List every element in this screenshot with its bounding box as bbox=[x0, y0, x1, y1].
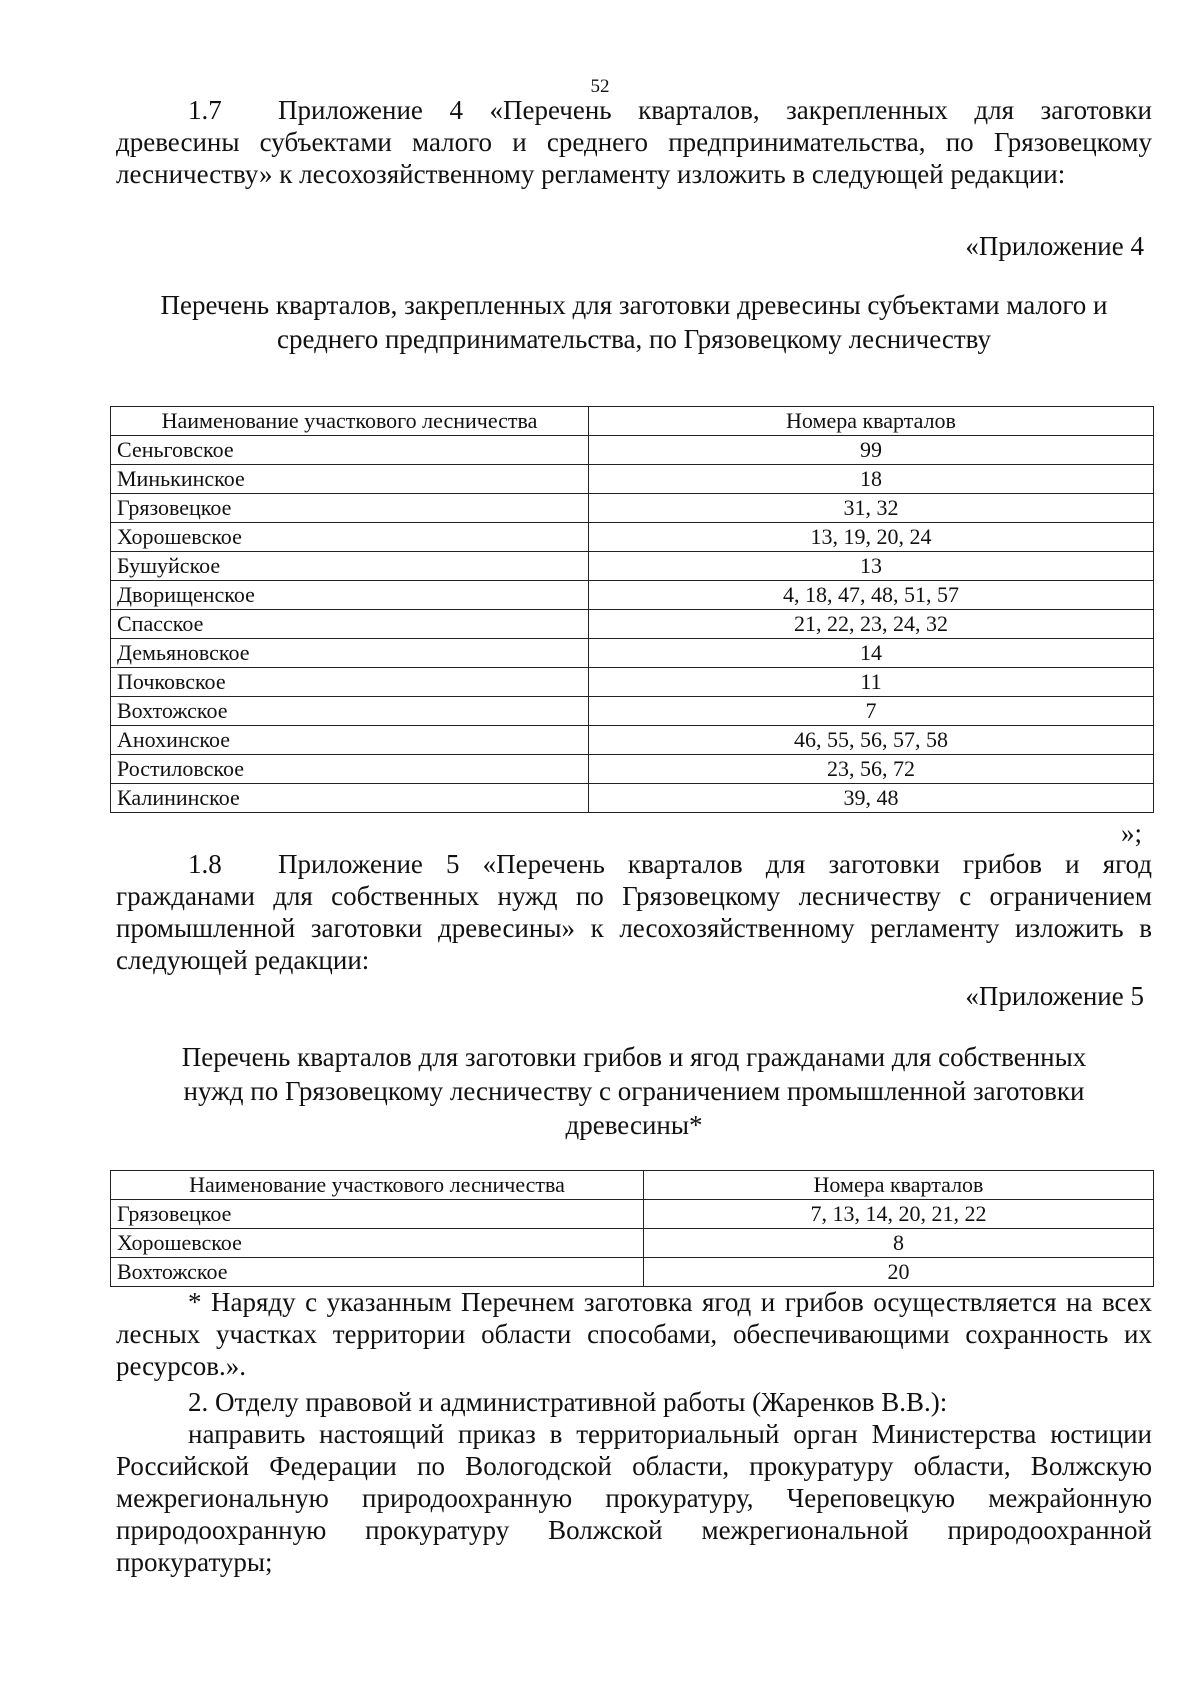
table-row bbox=[111, 494, 1154, 523]
appendix-5-title-line-1: Перечень кварталов для заготовки грибов и ягод гражданами для собственных bbox=[181, 1042, 1087, 1072]
table-row bbox=[111, 552, 1154, 581]
forestry-name-cell: Вохтожское bbox=[111, 697, 589, 726]
quarter-numbers-cell: 7 bbox=[589, 697, 1154, 726]
paragraph-1-7-text: Приложение 4 «Перечень кварталов, закрепленных для заготовки древесины субъектами малого и среднего предпринимательства, по Грязовецкому лесничеству» к лесохозяйственному регламенту изложить в следующей редакции: bbox=[116, 95, 1152, 189]
forestry-name-cell: Сеньговское bbox=[111, 436, 589, 465]
footnote bbox=[116, 1286, 1152, 1382]
table-row bbox=[111, 1229, 1154, 1258]
table-header-row bbox=[111, 407, 1154, 436]
table-row bbox=[111, 755, 1154, 784]
page-number: 52 bbox=[590, 76, 610, 97]
appendix-5-table bbox=[110, 1170, 1154, 1287]
forestry-name-cell: Грязовецкое bbox=[111, 1200, 644, 1229]
quarter-numbers-cell: 99 bbox=[589, 436, 1154, 465]
appendix-5-title-line-3: древесины* bbox=[565, 1110, 703, 1140]
quarter-numbers-cell: 8 bbox=[644, 1229, 1154, 1258]
forestry-name-cell: Демьяновское bbox=[111, 639, 589, 668]
paragraph-1-8 bbox=[116, 848, 1152, 976]
forestry-name-cell: Минькинское bbox=[111, 465, 589, 494]
paragraph-1-7-number: 1.7 bbox=[188, 95, 222, 125]
table-header-row bbox=[111, 1171, 1154, 1200]
table-row bbox=[111, 610, 1154, 639]
paragraph-1-7 bbox=[116, 94, 1152, 190]
quarter-numbers-cell: 4, 18, 47, 48, 51, 57 bbox=[589, 581, 1154, 610]
table-row bbox=[111, 668, 1154, 697]
quarter-numbers-cell: 7, 13, 14, 20, 21, 22 bbox=[644, 1200, 1154, 1229]
appendix-5-title-line-2: нужд по Грязовецкому лесничеству с ограничением промышленной заготовки bbox=[183, 1076, 1085, 1106]
table-row bbox=[111, 523, 1154, 552]
paragraph-2-sub bbox=[116, 1418, 1152, 1578]
forestry-name-cell: Вохтожское bbox=[111, 1258, 644, 1287]
column-header-forestry: Наименование участкового лесничества bbox=[111, 1171, 644, 1200]
quarter-numbers-cell: 21, 22, 23, 24, 32 bbox=[589, 610, 1154, 639]
table-row bbox=[111, 1258, 1154, 1287]
forestry-name-cell: Анохинское bbox=[111, 726, 589, 755]
paragraph-1-8-text: Приложение 5 «Перечень кварталов для заготовки грибов и ягод гражданами для собственных нужд по Грязовецкому лесничеству с ограничением промышленной заготовки древесины» к лесохозяйственному регламенту изложить в следующей редакции: bbox=[116, 849, 1152, 975]
table-row bbox=[111, 1200, 1154, 1229]
appendix-5-label: «Приложение 5 bbox=[965, 981, 1144, 1011]
table-row bbox=[111, 465, 1154, 494]
forestry-name-cell: Калининское bbox=[111, 784, 589, 813]
footnote-text: * Наряду с указанным Перечнем заготовка ягод и грибов осуществляется на всех лесных участках территории области способами, обеспечивающими сохранность их ресурсов.». bbox=[116, 1287, 1152, 1381]
column-header-forestry: Наименование участкового лесничества bbox=[111, 407, 589, 436]
appendix-4-label: «Приложение 4 bbox=[965, 231, 1144, 261]
quarter-numbers-cell: 11 bbox=[589, 668, 1154, 697]
column-header-quarters: Номера кварталов bbox=[644, 1171, 1154, 1200]
quarter-numbers-cell: 14 bbox=[589, 639, 1154, 668]
forestry-name-cell: Хорошевское bbox=[111, 1229, 644, 1258]
quarter-numbers-cell: 39, 48 bbox=[589, 784, 1154, 813]
appendix-4-title-line-2: среднего предпринимательства, по Грязовецкому лесничеству bbox=[277, 324, 991, 354]
quarter-numbers-cell: 13, 19, 20, 24 bbox=[589, 523, 1154, 552]
paragraph-1-8-number: 1.8 bbox=[188, 849, 222, 879]
table-row bbox=[111, 581, 1154, 610]
quarter-numbers-cell: 23, 56, 72 bbox=[589, 755, 1154, 784]
appendix-4-table bbox=[110, 406, 1154, 813]
table-row bbox=[111, 697, 1154, 726]
appendix-5-title bbox=[116, 1040, 1152, 1142]
quarter-numbers-cell: 46, 55, 56, 57, 58 bbox=[589, 726, 1154, 755]
forestry-name-cell: Дворищенское bbox=[111, 581, 589, 610]
forestry-name-cell: Спасское bbox=[111, 610, 589, 639]
appendix-4-close: »; bbox=[1120, 818, 1142, 848]
forestry-name-cell: Бушуйское bbox=[111, 552, 589, 581]
forestry-name-cell: Почковское bbox=[111, 668, 589, 697]
appendix-4-title-line-1: Перечень кварталов, закрепленных для заготовки древесины субъектами малого и bbox=[160, 290, 1108, 320]
forestry-name-cell: Ростиловское bbox=[111, 755, 589, 784]
column-header-quarters: Номера кварталов bbox=[589, 407, 1154, 436]
quarter-numbers-cell: 20 bbox=[644, 1258, 1154, 1287]
table-row bbox=[111, 784, 1154, 813]
quarter-numbers-cell: 31, 32 bbox=[589, 494, 1154, 523]
paragraph-2-text: 2. Отделу правовой и административной работы (Жаренков В.В.): bbox=[188, 1387, 948, 1417]
table-row bbox=[111, 639, 1154, 668]
table-row bbox=[111, 726, 1154, 755]
quarter-numbers-cell: 13 bbox=[589, 552, 1154, 581]
appendix-4-title bbox=[116, 288, 1152, 356]
table-row bbox=[111, 436, 1154, 465]
quarter-numbers-cell: 18 bbox=[589, 465, 1154, 494]
paragraph-2 bbox=[116, 1386, 1152, 1418]
forestry-name-cell: Грязовецкое bbox=[111, 494, 589, 523]
forestry-name-cell: Хорошевское bbox=[111, 523, 589, 552]
paragraph-2-sub-text: направить настоящий приказ в территориальный орган Министерства юстиции Российской Федерации по Вологодской области, прокуратуру области, Волжскую межрегиональную природоохранную прокуратуру, Череповецкую межрайонную природоохранную прокуратуру Волжской межрегиональной природоохранной прокуратуры; bbox=[116, 1419, 1152, 1577]
